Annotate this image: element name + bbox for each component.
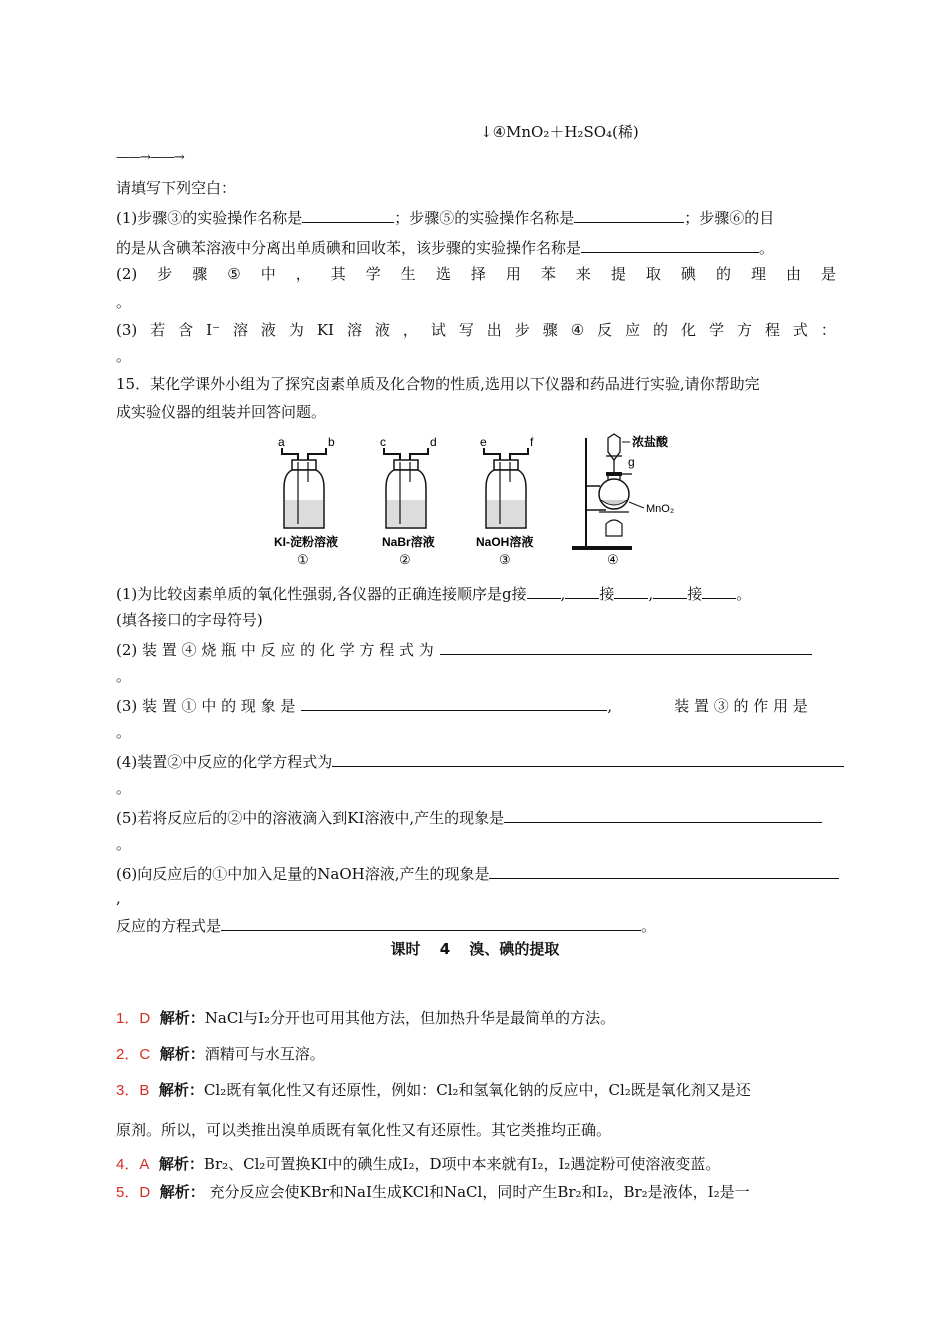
answer-num: 5．D xyxy=(116,1184,151,1201)
q1-end: 。 xyxy=(759,239,775,257)
q2-char: 择 xyxy=(470,265,486,283)
q3-char: 步 xyxy=(514,321,530,339)
p1-blank-4[interactable] xyxy=(653,582,687,599)
p3-text2: 装 置 ③ 的 作 用 是 xyxy=(674,697,808,715)
mno2-label: MnO₂ xyxy=(646,503,675,515)
p1-blank-1[interactable] xyxy=(527,582,561,599)
answer-num: 3．B xyxy=(116,1082,150,1099)
p3-line xyxy=(116,694,808,716)
answer-num: 4．A xyxy=(116,1156,150,1173)
answer-4 xyxy=(116,1154,720,1175)
q3-char: 液 xyxy=(260,321,276,339)
q3-char: 反 xyxy=(597,321,613,339)
p6-line2-text: 反应的方程式是 xyxy=(116,917,222,935)
q2-char: 是 xyxy=(820,265,836,283)
q3-char: 溶 xyxy=(232,321,248,339)
q3-char: ： xyxy=(820,321,836,339)
q2-char: 选 xyxy=(435,265,451,283)
answer-label: 解析： xyxy=(159,1183,205,1201)
q3-char: 为 xyxy=(288,321,304,339)
answer-label: 解析： xyxy=(158,1155,204,1173)
q3-char: 若 xyxy=(150,321,166,339)
p2-text: (2) 装 置 ④ 烧 瓶 中 反 应 的 化 学 方 程 式 为 xyxy=(116,641,434,659)
p4-end: 。 xyxy=(116,779,132,797)
answer-text: Br₂、Cl₂可置换KI中的碘生成I₂，D项中本来就有I₂，I₂遇淀粉可使溶液变蓝。 xyxy=(203,1155,721,1173)
reagent-hcl-label: 浓盐酸 xyxy=(632,435,669,449)
port-b: b xyxy=(328,435,335,449)
q2-char: 生 xyxy=(400,265,416,283)
q2-char: 理 xyxy=(750,265,766,283)
answer-num: 2．C xyxy=(116,1046,151,1063)
p1-blank-3[interactable] xyxy=(614,582,648,599)
intro-text: 请填写下列空白： xyxy=(116,179,237,197)
bottle-2-label: NaBr溶液 xyxy=(382,535,435,549)
p1-line xyxy=(116,582,751,604)
bottle-3 xyxy=(476,435,534,567)
port-e: e xyxy=(480,435,487,449)
q2-char: 由 xyxy=(785,265,801,283)
q2-char: 用 xyxy=(505,265,521,283)
p3-blank[interactable] xyxy=(301,694,607,711)
q2-char: 碘 xyxy=(680,265,696,283)
q2-char: 学 xyxy=(365,265,381,283)
p1-sep: , xyxy=(560,585,566,603)
generator-num: ④ xyxy=(607,552,619,567)
p1-blank-5[interactable] xyxy=(702,582,736,599)
q2-char: ， xyxy=(295,265,311,283)
bottle-2-num: ② xyxy=(399,552,411,567)
q2-char: 的 xyxy=(715,265,731,283)
p3-comma: , xyxy=(607,697,613,715)
q2-end: 。 xyxy=(116,293,132,311)
q3-char: (3) xyxy=(116,321,138,339)
p1-note: (填各接口的字母符号) xyxy=(116,611,263,629)
q3-char: 化 xyxy=(681,321,697,339)
p3-end: 。 xyxy=(116,723,132,741)
p6-line xyxy=(116,862,839,884)
answer-2 xyxy=(116,1044,325,1065)
p1-sep: , xyxy=(648,585,654,603)
q2-char: 步 xyxy=(157,265,173,283)
answer-num: 1．D xyxy=(116,1010,151,1027)
p1-mid: 接 xyxy=(599,585,615,603)
q3-char: 骤 xyxy=(542,321,558,339)
p6-blank-equation[interactable] xyxy=(221,914,641,931)
answer-text: Cl₂既有氧化性又有还原性，例如：Cl₂和氢氧化钠的反应中，Cl₂既是氧化剂又是还 xyxy=(203,1081,751,1099)
q15-line1: 15．某化学课外小组为了探究卤素单质及化合物的性质,选用以下仪器和药品进行实验,请你帮助完 xyxy=(116,375,760,393)
port-f: f xyxy=(530,435,534,449)
q3-char: 学 xyxy=(708,321,724,339)
p5-line xyxy=(116,806,822,828)
q3-char: KI xyxy=(316,321,334,339)
apparatus-figure xyxy=(268,432,688,578)
q3-char: 写 xyxy=(458,321,474,339)
chlorine-generator xyxy=(572,434,674,567)
q3-char: 出 xyxy=(486,321,502,339)
bottle-3-label: NaOH溶液 xyxy=(476,535,534,549)
answer-text: 原剂。所以，可以类推出溴单质既有氧化性又有还原性。其它类推均正确。 xyxy=(116,1121,612,1139)
q1-line1 xyxy=(116,206,774,228)
bottle-1 xyxy=(274,435,338,567)
port-a: a xyxy=(278,435,285,449)
bottle-2 xyxy=(380,435,437,567)
q3-char: 溶 xyxy=(346,321,362,339)
q1-blank-step3[interactable] xyxy=(302,206,394,223)
bottle-3-num: ③ xyxy=(499,552,511,567)
q2-line xyxy=(116,264,836,284)
answer-5 xyxy=(116,1182,750,1203)
p2-end: 。 xyxy=(116,667,132,685)
q3-char: ④ xyxy=(570,321,585,339)
p1-blank-2[interactable] xyxy=(565,582,599,599)
q3-line xyxy=(116,320,836,340)
answer-text: 充分反应会使KBr和NaI生成KCl和NaCl，同时产生Br₂和I₂，Br₂是液体，I₂是一 xyxy=(204,1183,750,1201)
q3-char: 方 xyxy=(736,321,752,339)
q2-char: ⑤ xyxy=(227,265,241,283)
q2-char: 提 xyxy=(610,265,626,283)
p5-blank[interactable] xyxy=(504,806,822,823)
q1-blank-step5[interactable] xyxy=(574,206,684,223)
bottle-1-label: KI-淀粉溶液 xyxy=(274,535,338,549)
q1-part3: ；步骤⑥的目 xyxy=(684,209,775,227)
p5-text: (5)若将反应后的②中的溶液滴入到KI溶液中,产生的现象是 xyxy=(116,809,505,827)
q3-char: ， xyxy=(402,321,418,339)
p4-blank[interactable] xyxy=(332,750,844,767)
p1-text: (1)为比较卤素单质的氧化性强弱,各仪器的正确连接顺序是g接 xyxy=(116,585,527,603)
q3-char: 式 xyxy=(792,321,808,339)
q1-part2: ；步骤⑤的实验操作名称是 xyxy=(394,209,575,227)
q3-char: 试 xyxy=(430,321,446,339)
p1-end: 。 xyxy=(736,585,752,603)
p1-mid: 接 xyxy=(687,585,703,603)
top-formula: ↓④MnO₂＋H₂SO₄(稀) xyxy=(480,123,639,141)
q2-char: 苯 xyxy=(540,265,556,283)
answer-3 xyxy=(116,1080,751,1101)
q3-char: 液 xyxy=(374,321,390,339)
arrow-chain: ——→——→ xyxy=(116,150,184,165)
p5-end: 。 xyxy=(116,835,132,853)
bottle-1-num: ① xyxy=(297,552,309,567)
p6-blank-phenomenon[interactable] xyxy=(489,862,839,879)
answer-text: 酒精可与水互溶。 xyxy=(204,1045,325,1063)
q1-part1: (1)步骤③的实验操作名称是 xyxy=(116,209,303,227)
q2-char: 其 xyxy=(330,265,346,283)
p6-end: 。 xyxy=(641,917,657,935)
answer-label: 解析： xyxy=(159,1045,205,1063)
p6-line2 xyxy=(116,914,656,936)
q1-line2 xyxy=(116,236,774,258)
q15-line2: 成实验仪器的组装并回答问题。 xyxy=(116,403,327,421)
p4-line xyxy=(116,750,844,772)
q3-char: 应 xyxy=(625,321,641,339)
p2-blank[interactable] xyxy=(440,638,812,655)
answer-3-cont xyxy=(116,1120,611,1140)
q3-char: 的 xyxy=(653,321,669,339)
answer-label: 解析： xyxy=(158,1081,204,1099)
q1-line2-text: 的是从含碘苯溶液中分离出单质碘和回收苯，该步骤的实验操作名称是 xyxy=(116,239,582,257)
port-g: g xyxy=(628,455,635,469)
q3-char: I⁻ xyxy=(206,321,220,339)
p2-line xyxy=(116,638,812,660)
q3-char: 含 xyxy=(178,321,194,339)
answer-label: 解析： xyxy=(159,1009,205,1027)
q3-end: 。 xyxy=(116,347,132,365)
port-d: d xyxy=(430,435,437,449)
q3-char: 程 xyxy=(764,321,780,339)
q2-char: (2) xyxy=(116,265,138,283)
q2-char: 骤 xyxy=(192,265,208,283)
p6-text: (6)向反应后的①中加入足量的NaOH溶液,产生的现象是 xyxy=(116,865,490,883)
port-c: c xyxy=(380,435,386,449)
p6-comma: , xyxy=(116,889,121,907)
q1-blank-step6[interactable] xyxy=(581,236,759,253)
q2-char: 中 xyxy=(260,265,276,283)
q2-char: 来 xyxy=(575,265,591,283)
q2-char: 取 xyxy=(645,265,661,283)
p4-text: (4)装置②中反应的化学方程式为 xyxy=(116,753,333,771)
section-title: 课时 4 溴、碘的提取 xyxy=(390,940,560,958)
answer-text: NaCl与I₂分开也可用其他方法，但加热升华是最简单的方法。 xyxy=(204,1009,616,1027)
p3-text: (3) 装 置 ① 中 的 现 象 是 xyxy=(116,697,296,715)
answer-1 xyxy=(116,1008,615,1029)
